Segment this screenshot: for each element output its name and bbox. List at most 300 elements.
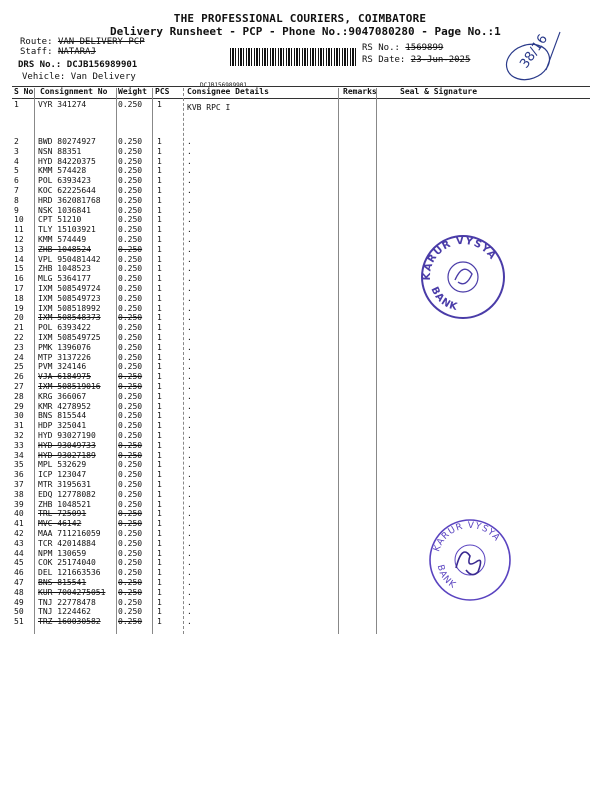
- col-consignee-header: Consignee Details: [187, 87, 269, 96]
- row-consignment: KMM 574449: [38, 235, 87, 244]
- row-weight: 0.250: [118, 489, 143, 499]
- row-consignment: NPM 130659: [38, 548, 87, 558]
- row-bullet: .: [187, 186, 192, 195]
- row-sno: 38: [14, 489, 24, 499]
- rs-no-label: RS No.:: [362, 43, 400, 53]
- row-sno: 23: [14, 342, 24, 352]
- table-row: [0, 362, 600, 372]
- table-row: [0, 333, 600, 343]
- row-pcs: 1: [157, 333, 162, 342]
- row-sno: 50: [14, 607, 24, 617]
- row-sno: 28: [14, 391, 24, 401]
- row-sno: 34: [14, 450, 24, 460]
- table-row: [0, 186, 600, 196]
- row-pcs: 1: [157, 607, 162, 617]
- runsheet-subtitle: Delivery Runsheet - PCP - Phone No.:9047080280 - Page No.:1: [110, 25, 501, 38]
- table-row: [0, 166, 600, 176]
- row-consignment: MVC 46142: [38, 519, 82, 529]
- row-sno: 17: [14, 284, 24, 293]
- row-sno: 39: [14, 499, 24, 509]
- drs-value: DCJB156989901: [66, 60, 138, 70]
- row-bullet: .: [187, 166, 192, 176]
- row-bullet: .: [187, 205, 192, 215]
- table-row: [0, 411, 600, 421]
- row-consignment: IXM 508518992: [38, 303, 101, 313]
- row-bullet: .: [187, 578, 192, 587]
- row-weight: 0.250: [118, 205, 143, 215]
- table-row: [0, 294, 600, 304]
- row-consignment: CPT 51210: [38, 215, 82, 225]
- row-pcs: 1: [157, 597, 162, 607]
- row-pcs: 1: [157, 137, 162, 146]
- row-bullet: .: [187, 333, 192, 342]
- row-consignment: HYD 93049733: [38, 440, 96, 450]
- row-sno: 7: [14, 186, 19, 195]
- row-weight: 0.250: [118, 597, 143, 607]
- row-consignment: BWD 80274927: [38, 137, 96, 146]
- row-pcs: 1: [157, 382, 162, 391]
- table-row: [0, 215, 600, 225]
- table-row: [0, 421, 600, 431]
- row-consignment: MPL 532629: [38, 460, 87, 470]
- row-sno: 21: [14, 323, 24, 333]
- row-weight: 0.250: [118, 587, 143, 597]
- row-bullet: .: [187, 284, 192, 293]
- row-weight: 0.250: [118, 186, 143, 195]
- row-bullet: .: [187, 264, 192, 274]
- row-bullet: .: [187, 225, 192, 235]
- row-sno: 18: [14, 293, 24, 303]
- row-bullet: .: [187, 313, 192, 323]
- row-consignment: IXM 508549724: [38, 284, 101, 293]
- row-sno: 10: [14, 215, 24, 225]
- row-consignment: ZHB 1048521: [38, 499, 91, 509]
- stamp-ring-inner: [448, 262, 478, 292]
- row-pcs: 1: [157, 617, 162, 627]
- row-consignment: KOC 62225644: [38, 186, 96, 195]
- row-bullet: .: [187, 362, 192, 372]
- row-pcs: 1: [157, 225, 162, 235]
- row-consignment: HYD 93027189: [38, 450, 96, 460]
- row-consignment: PVM 324146: [38, 362, 87, 372]
- table-row: [0, 255, 600, 265]
- row-consignment: VPL 950481442: [38, 254, 101, 264]
- row-bullet: .: [187, 509, 192, 519]
- row-weight: 0.250: [118, 166, 143, 176]
- row-pcs: 1: [157, 100, 162, 109]
- row-consignment: VJA 6184975: [38, 372, 91, 382]
- row-bullet: .: [187, 450, 192, 460]
- row-sno: 1: [14, 100, 19, 109]
- row-weight: 0.250: [118, 362, 143, 372]
- row-pcs: 1: [157, 391, 162, 401]
- row-consignment: HDP 325041: [38, 421, 87, 431]
- row-sno: 49: [14, 597, 24, 607]
- row-sno: 40: [14, 509, 24, 519]
- row-pcs: 1: [157, 146, 162, 156]
- row-pcs: 1: [157, 450, 162, 460]
- row-weight: 0.250: [118, 440, 143, 450]
- row-pcs: 1: [157, 470, 162, 480]
- row-pcs: 1: [157, 166, 162, 176]
- row-weight: 0.250: [118, 303, 143, 313]
- row-bullet: .: [187, 274, 192, 284]
- row-bullet: .: [187, 538, 192, 548]
- table-row: [0, 264, 600, 274]
- row-sno: 13: [14, 244, 24, 254]
- row-sno: 29: [14, 401, 24, 411]
- row-consignment: HRD 362081768: [38, 195, 101, 205]
- row-sno: 5: [14, 166, 19, 176]
- row-pcs: 1: [157, 235, 162, 244]
- row-pcs: 1: [157, 548, 162, 558]
- row-bullet: .: [187, 568, 192, 578]
- table-row: [0, 392, 600, 402]
- row-weight: 0.250: [118, 431, 143, 440]
- row-weight: 0.250: [118, 264, 143, 274]
- staff-label: Staff:: [20, 47, 53, 57]
- row-pcs: 1: [157, 293, 162, 303]
- row-sno: 19: [14, 303, 24, 313]
- row-sno: 46: [14, 568, 24, 578]
- row-sno: 15: [14, 264, 24, 274]
- row-consignment: IXM 508519016: [38, 382, 101, 391]
- row-sno: 45: [14, 558, 24, 568]
- row-consignee: KVB RPC I: [187, 103, 231, 112]
- row-weight: 0.250: [118, 372, 143, 382]
- row-pcs: 1: [157, 529, 162, 538]
- row-consignment: ICP 123047: [38, 470, 87, 480]
- row-bullet: .: [187, 431, 192, 440]
- rs-date-line: [362, 55, 470, 65]
- row-weight: 0.250: [118, 293, 143, 303]
- table-row: [0, 382, 600, 392]
- row-sno: 37: [14, 480, 24, 489]
- row-weight: 0.250: [118, 382, 143, 391]
- row-consignment: TCR 42014884: [38, 538, 96, 548]
- row-sno: 33: [14, 440, 24, 450]
- row-pcs: 1: [157, 362, 162, 372]
- row-sno: 20: [14, 313, 24, 323]
- header-rule-bottom: [12, 98, 590, 99]
- staff-line: [20, 47, 96, 57]
- row-pcs: 1: [157, 264, 162, 274]
- row-sno: 41: [14, 519, 24, 529]
- row-bullet: .: [187, 519, 192, 529]
- row-weight: 0.250: [118, 450, 143, 460]
- row-weight: 0.250: [118, 548, 143, 558]
- row-pcs: 1: [157, 372, 162, 382]
- row-weight: 0.250: [118, 342, 143, 352]
- route-line: [20, 37, 145, 47]
- row-bullet: .: [187, 176, 192, 186]
- table-row: [0, 460, 600, 470]
- row-consignment: BNS 815544: [38, 411, 87, 421]
- table-row: [0, 313, 600, 323]
- row-weight: 0.250: [118, 470, 143, 480]
- company-title: THE PROFESSIONAL COURIERS, COIMBATORE: [173, 12, 427, 25]
- row-bullet: .: [187, 499, 192, 509]
- row-bullet: .: [187, 411, 192, 421]
- row-consignment: NSN 88351: [38, 146, 82, 156]
- stamp-mark: [455, 269, 472, 284]
- row-consignment: KMR 4278952: [38, 401, 91, 411]
- row-consignment: TNJ 1224462: [38, 607, 91, 617]
- vehicle-value: Van Delivery: [70, 72, 136, 82]
- row-pcs: 1: [157, 568, 162, 578]
- row-bullet: .: [187, 342, 192, 352]
- row-weight: 0.250: [118, 578, 143, 587]
- row-sno: 9: [14, 205, 19, 215]
- row-bullet: .: [187, 323, 192, 333]
- row-pcs: 1: [157, 499, 162, 509]
- table-row: [0, 284, 600, 294]
- table-row: [0, 304, 600, 314]
- table-row: [0, 490, 600, 500]
- row-consignment: HYD 84220375: [38, 156, 96, 166]
- row-pcs: 1: [157, 431, 162, 440]
- row-weight: 0.250: [118, 617, 143, 627]
- row-weight: 0.250: [118, 509, 143, 519]
- table-row: [0, 451, 600, 461]
- table-row: [0, 372, 600, 382]
- row-sno: 25: [14, 362, 24, 372]
- row-sno: 27: [14, 382, 24, 391]
- table-row: [0, 225, 600, 235]
- row-pcs: 1: [157, 480, 162, 489]
- row-consignment: BNS 815541: [38, 578, 87, 587]
- row-weight: 0.250: [118, 411, 143, 421]
- row-sno: 44: [14, 548, 24, 558]
- row-consignment: VYR 341274: [38, 100, 87, 109]
- col-remarks-header: Remarks: [343, 87, 377, 96]
- row-pcs: 1: [157, 519, 162, 529]
- table-row: [0, 441, 600, 451]
- row-weight: 0.250: [118, 274, 143, 284]
- table-row: [0, 157, 600, 167]
- table-row: [0, 196, 600, 206]
- vehicle-label: Vehicle:: [22, 72, 66, 82]
- row-weight: 0.250: [118, 421, 143, 431]
- row-pcs: 1: [157, 587, 162, 597]
- row-pcs: 1: [157, 538, 162, 548]
- table-row: [0, 235, 600, 245]
- row-consignment: POL 6393422: [38, 323, 91, 333]
- row-bullet: .: [187, 215, 192, 225]
- row-consignment: MTP 3137226: [38, 352, 91, 362]
- stamp-ring-outer: [430, 520, 510, 600]
- row-bullet: .: [187, 489, 192, 499]
- row-sno: 26: [14, 372, 24, 382]
- staff-value: NATARAJ: [57, 47, 96, 57]
- row-bullet: .: [187, 587, 192, 597]
- stamp-bottom-text: KARUR VYSYA: [432, 520, 502, 554]
- row-consignment: TLY 15103921: [38, 225, 96, 235]
- table-row: [0, 245, 600, 255]
- row-bullet: .: [187, 460, 192, 470]
- row-bullet: .: [187, 195, 192, 205]
- row-weight: 0.250: [118, 215, 143, 225]
- rs-date-label: RS Date:: [362, 55, 406, 65]
- col-seal-header: Seal & Signature: [400, 87, 478, 96]
- row-sno: 31: [14, 421, 24, 431]
- row-sno: 51: [14, 617, 24, 627]
- row-bullet: .: [187, 480, 192, 489]
- col-pcs-header: PCS: [155, 87, 170, 96]
- row-pcs: 1: [157, 440, 162, 450]
- drs-barcode: [230, 48, 356, 66]
- row-sno: 16: [14, 274, 24, 284]
- note-stroke: [546, 32, 560, 70]
- row-pcs: 1: [157, 274, 162, 284]
- table-row: [0, 147, 600, 157]
- row-consignment: TRL 725091: [38, 509, 87, 519]
- row-consignment: TRZ 160030582: [38, 617, 101, 627]
- row-bullet: .: [187, 156, 192, 166]
- row-pcs: 1: [157, 460, 162, 470]
- row-weight: 0.250: [118, 480, 143, 489]
- row-sno: 42: [14, 529, 24, 538]
- row-pcs: 1: [157, 284, 162, 293]
- table-row: [0, 480, 600, 490]
- table-row: [0, 431, 600, 441]
- row-consignment: IXM 508549725: [38, 333, 101, 342]
- table-row: [0, 274, 600, 284]
- row-sno: 48: [14, 587, 24, 597]
- note-text: 38/16: [517, 31, 551, 72]
- row-sno: 6: [14, 176, 19, 186]
- row-weight: 0.250: [118, 100, 143, 109]
- route-value: VAN DELIVERY PCP: [57, 37, 145, 47]
- row-weight: 0.250: [118, 244, 143, 254]
- row-weight: 0.250: [118, 156, 143, 166]
- row-weight: 0.250: [118, 254, 143, 264]
- stamp-top-text: KARUR VYSYA: [421, 235, 499, 281]
- col-consignment-header: Consignment No: [40, 87, 108, 96]
- row-consignment: KRG 366067: [38, 391, 87, 401]
- bank-stamp-bottom: [426, 516, 514, 604]
- table-row: [0, 323, 600, 333]
- row-bullet: .: [187, 440, 192, 450]
- barcode-caption: DCJB156989901: [200, 82, 247, 89]
- row-weight: 0.250: [118, 284, 143, 293]
- row-sno: 43: [14, 538, 24, 548]
- row-pcs: 1: [157, 313, 162, 323]
- table-row: [0, 137, 600, 147]
- row-pcs: 1: [157, 489, 162, 499]
- row-consignment: EDQ 12778082: [38, 489, 96, 499]
- table-row: [0, 607, 600, 617]
- row-consignment: ZHB 1048524: [38, 244, 91, 254]
- row-consignment: MAA 711216059: [38, 529, 101, 538]
- row-consignment: KUR 7004275051: [38, 587, 106, 597]
- rs-date-value: 23-Jun-2025: [410, 55, 471, 65]
- table-row: [0, 402, 600, 412]
- row-weight: 0.250: [118, 137, 143, 146]
- row-sno: 32: [14, 431, 24, 440]
- row-weight: 0.250: [118, 235, 143, 244]
- row-sno: 3: [14, 146, 19, 156]
- row-weight: 0.250: [118, 607, 143, 617]
- row-pcs: 1: [157, 323, 162, 333]
- row-bullet: .: [187, 303, 192, 313]
- row-weight: 0.250: [118, 519, 143, 529]
- row-pcs: 1: [157, 303, 162, 313]
- row-pcs: 1: [157, 509, 162, 519]
- row-bullet: .: [187, 391, 192, 401]
- row-weight: 0.250: [118, 225, 143, 235]
- row-pcs: 1: [157, 156, 162, 166]
- stamp-bottom-text2: BANK: [434, 563, 458, 592]
- row-pcs: 1: [157, 215, 162, 225]
- row-consignment: ZHB 1048523: [38, 264, 91, 274]
- table-row: [0, 353, 600, 363]
- table-row: [0, 500, 600, 510]
- row-consignment: MTR 3195631: [38, 480, 91, 489]
- row-consignment: DEL 121663536: [38, 568, 101, 578]
- drs-label: DRS No.:: [18, 60, 62, 70]
- handwritten-note: [500, 22, 570, 90]
- row-weight: 0.250: [118, 146, 143, 156]
- row-pcs: 1: [157, 401, 162, 411]
- row-weight: 0.250: [118, 176, 143, 186]
- row-bullet: .: [187, 607, 192, 617]
- row-bullet: .: [187, 244, 192, 254]
- row-sno: 14: [14, 254, 24, 264]
- row-sno: 47: [14, 578, 24, 587]
- row-weight: 0.250: [118, 313, 143, 323]
- row-consignment: MLG 5364177: [38, 274, 91, 284]
- row-consignment: NSK 1036841: [38, 205, 91, 215]
- row-bullet: .: [187, 254, 192, 264]
- row-pcs: 1: [157, 244, 162, 254]
- stamp-top-text2: BANK: [428, 285, 460, 314]
- row-weight: 0.250: [118, 391, 143, 401]
- row-consignment: HYD 93027190: [38, 431, 96, 440]
- row-pcs: 1: [157, 195, 162, 205]
- row-sno: 2: [14, 137, 19, 146]
- row-bullet: .: [187, 146, 192, 156]
- row-sno: 36: [14, 470, 24, 480]
- table-row: [0, 343, 600, 353]
- row-consignment: IXM 508548373: [38, 313, 101, 323]
- row-weight: 0.250: [118, 401, 143, 411]
- vehicle-line: [22, 72, 136, 82]
- rs-no-line: [362, 43, 443, 53]
- row-pcs: 1: [157, 342, 162, 352]
- rs-no-value: 1569899: [405, 43, 444, 53]
- row-weight: 0.250: [118, 460, 143, 470]
- row-bullet: .: [187, 235, 192, 244]
- row-bullet: .: [187, 372, 192, 382]
- row-bullet: .: [187, 597, 192, 607]
- row-weight: 0.250: [118, 333, 143, 342]
- row-consignment: TNJ 22778478: [38, 597, 96, 607]
- row-pcs: 1: [157, 421, 162, 431]
- route-label: Route:: [20, 37, 53, 47]
- row-weight: 0.250: [118, 195, 143, 205]
- table-row: [0, 470, 600, 480]
- table-row: [0, 176, 600, 186]
- row-sno: 12: [14, 235, 24, 244]
- row-pcs: 1: [157, 186, 162, 195]
- col-weight-header: Weight: [118, 87, 147, 96]
- row-pcs: 1: [157, 411, 162, 421]
- row-weight: 0.250: [118, 529, 143, 538]
- row-bullet: .: [187, 529, 192, 538]
- col-sno-header: S No: [14, 87, 34, 96]
- row-bullet: .: [187, 137, 192, 146]
